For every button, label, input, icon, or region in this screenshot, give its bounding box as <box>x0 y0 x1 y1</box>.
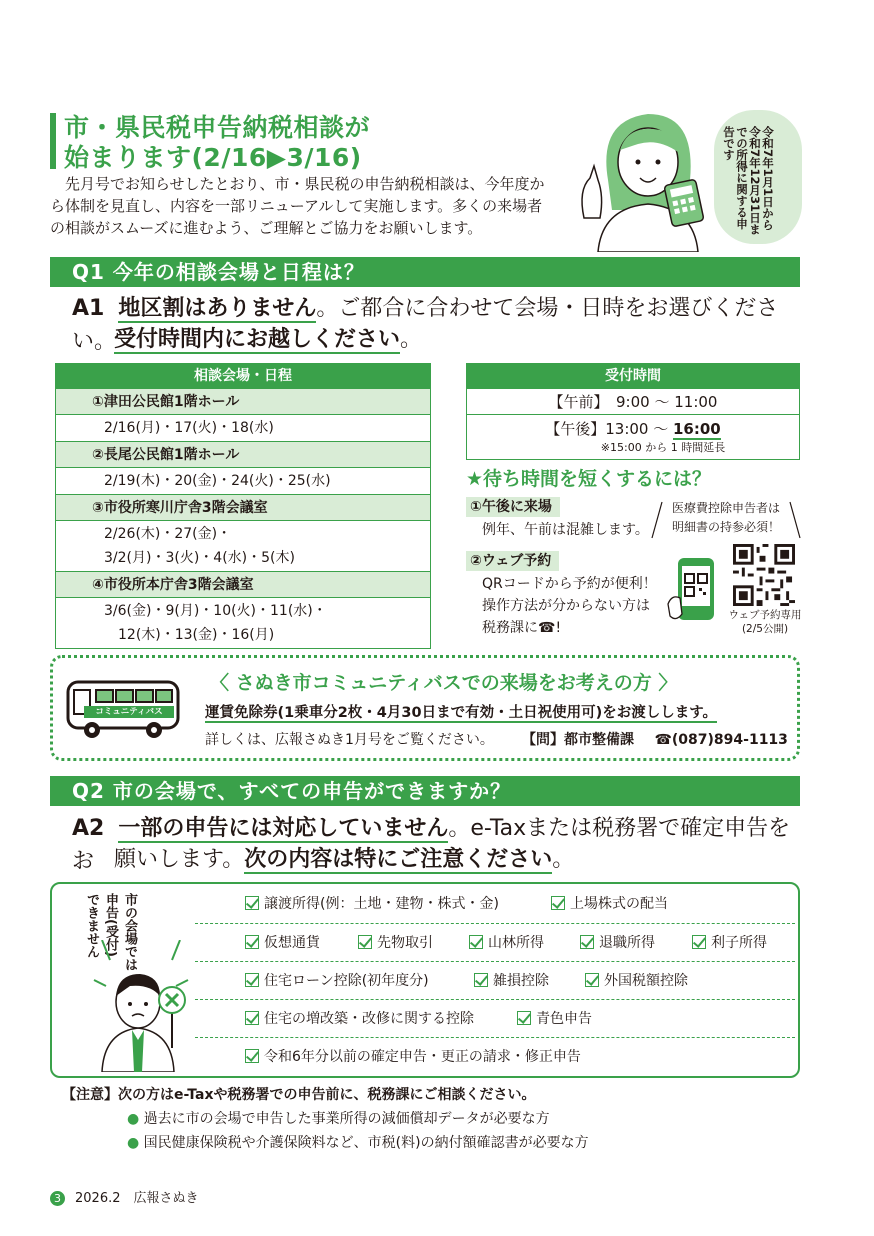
tip2-line: QRコードから予約が便利！ <box>482 576 657 592</box>
q1-answer-label: A1 <box>72 296 105 321</box>
notice-heading: 【注意】次の方はe-Taxや税務署での申告前に、税務課にご相談ください。 <box>62 1087 536 1103</box>
venue-date-line: 2/26(木)・27(金)・ <box>104 526 232 542</box>
q2-heading: Q2 市の会場で、すべての申告ができますか？ <box>50 776 800 806</box>
q2-answer-rest2: 願いします。 <box>114 847 245 872</box>
checklist-item-label: 雑損控除 <box>493 973 549 989</box>
tips-heading: ★待ち時間を短くするには？ <box>466 468 712 490</box>
caption-col: できません <box>84 893 99 958</box>
checkbox-icon <box>469 935 483 949</box>
venue-name: ②長尾公民館1階ホール <box>56 441 430 467</box>
checkbox-icon <box>245 1011 259 1025</box>
venue-name: ④市役所本庁舎3階会議室 <box>56 571 430 597</box>
checklist-item <box>245 962 429 1000</box>
checkbox-icon <box>692 935 706 949</box>
tip1-text: 例年、午前は混雑します。 <box>482 522 649 538</box>
q1-answer-end: 。 <box>400 327 423 352</box>
venue-dates <box>56 467 430 494</box>
q1-answer-bold2: 受付時間内にお越しください <box>114 327 401 352</box>
checklist-row <box>195 923 795 961</box>
venue-schedule-table <box>55 363 431 649</box>
venue-date-line: 2/16(月)・17(火)・18(水) <box>104 420 274 436</box>
caption-col: 市の会場では <box>122 893 137 971</box>
q2-answer-end: 。 <box>552 847 575 872</box>
checkbox-icon <box>245 973 259 987</box>
notice-item-text: 国民健康保険税や介護保険料など、市税(料)の納付額確認書が必要な方 <box>143 1135 589 1151</box>
bus-ticket-info <box>205 701 717 722</box>
checkbox-icon <box>245 1049 259 1063</box>
title-accent-bar <box>50 113 56 169</box>
bullet-icon: ● <box>127 1135 140 1151</box>
q1-heading: Q1 今年の相談会場と日程は？ <box>50 257 800 287</box>
tip2-line: 税務課に☎! <box>482 620 562 636</box>
checklist-item-label: 譲渡所得(例：土地・建物・株式・金) <box>264 896 499 912</box>
checkbox-icon <box>580 935 594 949</box>
q1-answer-rest: 。ご都合に合わせて会場・日時をお選びください。 <box>72 296 779 354</box>
checklist-row <box>195 1037 795 1075</box>
checklist-item-label: 外国税額控除 <box>604 973 688 989</box>
checklist-item <box>517 1000 592 1038</box>
checkbox-icon <box>245 935 259 949</box>
venue-dates <box>56 520 430 571</box>
checklist-item-label: 仮想通貨 <box>264 935 320 951</box>
notice-item <box>127 1108 550 1130</box>
checklist-item <box>585 962 688 1000</box>
page-footer <box>50 1187 199 1206</box>
venue-date-line: 12(木)・13(金)・16(月) <box>104 627 275 643</box>
checklist-row <box>195 999 795 1037</box>
bus-label: コミュニティバス <box>95 707 163 717</box>
contact-label: 【問】都市整備課 <box>522 732 634 748</box>
bus-title: 〈 さぬき市コミュニティバスでの来場をお考えの方 〉 <box>210 672 678 694</box>
checklist-item-label: 令和6年分以前の確定申告・更正の請求・修正申告 <box>264 1049 581 1065</box>
venue-date-line: 3/6(金)・9(月)・10(火)・11(水)・ <box>104 603 327 619</box>
venue-name: ③市役所寒川庁舎3階会議室 <box>56 494 430 520</box>
q2-answer-line2 <box>114 843 574 876</box>
reception-am: 【午前】 9:00 ～ 11:00 <box>467 388 799 414</box>
caption-col: 申告(受付) <box>103 893 118 957</box>
bus-details: 詳しくは、広報さぬき1月号をご覧ください。 <box>205 732 494 748</box>
contact-phone: ☎(087)894-1113 <box>654 732 788 748</box>
checklist-item <box>469 924 544 962</box>
checklist-item-label: 退職所得 <box>599 935 655 951</box>
woman-calculator-illustration <box>568 100 718 252</box>
venue-dates <box>56 597 430 648</box>
q2-answer-bold1: 一部の申告には対応していません <box>118 816 449 841</box>
qr-caption-line: ウェブ予約専用 <box>728 609 802 621</box>
medical-note-line: 明細書の持参必須！ <box>671 520 780 534</box>
checkbox-icon <box>585 973 599 987</box>
checklist-item-label: 利子所得 <box>711 935 767 951</box>
q1-answer-bold1: 地区割はありません <box>118 296 317 321</box>
checklist-item-label: 山林所得 <box>488 935 544 951</box>
checkbox-icon <box>517 1011 531 1025</box>
bus-contact <box>522 729 788 751</box>
checklist-item <box>245 1038 581 1076</box>
tip1 <box>466 496 649 541</box>
venue-date-line: 3/2(月)・3(火)・4(水)・5(木) <box>104 550 295 566</box>
accent-slash-right <box>788 500 802 540</box>
checkbox-icon <box>245 896 259 910</box>
page-title-line2: 始まります(2/16▶3/16) <box>64 143 362 172</box>
checklist-item-label: 先物取引 <box>377 935 433 951</box>
q1-answer-line2 <box>114 323 422 356</box>
qr-caption-line: (2/5公開) <box>741 623 789 635</box>
checklist-item <box>245 885 499 923</box>
issue-label: 2026.2 広報さぬき <box>75 1191 199 1206</box>
checklist-item <box>245 1000 474 1038</box>
page-title-line1: 市・県民税申告納税相談が <box>64 113 371 142</box>
venue-table-header: 相談会場・日程 <box>56 364 430 388</box>
checkbox-icon <box>358 935 372 949</box>
qr-code-icon[interactable] <box>733 544 795 606</box>
checkbox-icon <box>551 896 565 910</box>
medical-note-line: 医療費控除申告者は <box>671 501 780 515</box>
reception-pm-end: 16:00 <box>673 420 721 438</box>
reception-time-table <box>466 363 800 460</box>
reception-pm-prefix: 【午後】13:00 ～ <box>545 420 673 438</box>
checklist-item <box>245 924 320 962</box>
checklist-item <box>358 924 433 962</box>
checklist-item-label: 青色申告 <box>536 1011 592 1027</box>
tip2-text <box>466 573 657 639</box>
checklist-row <box>195 961 795 999</box>
reception-pm-note: ※15:00 から 1 時間延長 <box>600 441 726 454</box>
checklist-item-label: 上場株式の配当 <box>570 896 668 912</box>
tip1-label: ①午後に来場 <box>466 497 560 517</box>
checklist-item <box>692 924 767 962</box>
accent-slash-left <box>650 500 664 540</box>
reception-pm <box>467 414 799 459</box>
checklist-item-label: 住宅の増改築・改修に関する控除 <box>264 1011 474 1027</box>
speech-bubble-text: 令和7年1月1日から令和7年12月31日までの所得に関する申告です <box>722 126 775 236</box>
lead-paragraph: 先月号でお知らせしたとおり、市・県民税の申告納税相談は、今年度から体制を見直し、内容を一部リニューアルして実施します。多くの来場者の相談がスムーズに進むよう、ご理解とご協力をお願いします。 <box>50 175 545 237</box>
bullet-icon: ● <box>127 1111 140 1127</box>
checklist-item <box>580 924 655 962</box>
q2-answer-bold2: 次の内容は特にご注意ください <box>244 847 553 872</box>
notice-item-text: 過去に市の会場で申告した事業所得の減価償却データが必要な方 <box>143 1111 550 1127</box>
checkbox-icon <box>474 973 488 987</box>
q2-answer-label: A2 <box>72 816 105 841</box>
venue-name: ①津田公民館1階ホール <box>56 388 430 414</box>
medical-note <box>656 499 796 537</box>
checklist-item <box>474 962 549 1000</box>
man-x-sign-illustration <box>86 940 196 1072</box>
checklist-row <box>195 885 795 923</box>
tip2-label: ②ウェブ予約 <box>466 551 559 571</box>
q2-answer-rest1: 。e-Taxまたは税務署で確定申告をお <box>72 816 791 874</box>
smartphone-qr-icon <box>666 556 722 626</box>
venue-date-line: 2/19(木)・20(金)・24(火)・25(水) <box>104 473 331 489</box>
page-number: 3 <box>50 1191 65 1206</box>
checklist-item-label: 住宅ローン控除(初年度分) <box>264 973 429 989</box>
bus-ticket-text: 運賃免除券(1乗車分2枚・4月30日まで有効・土日祝使用可)をお渡しします。 <box>205 705 718 721</box>
tip2-line: 操作方法が分からない方は <box>482 598 650 614</box>
venue-dates <box>56 414 430 441</box>
notice-item <box>127 1132 589 1154</box>
checklist-item <box>551 885 668 923</box>
tip2 <box>466 550 657 639</box>
qr-caption <box>726 608 804 636</box>
reception-header: 受付時間 <box>467 364 799 388</box>
